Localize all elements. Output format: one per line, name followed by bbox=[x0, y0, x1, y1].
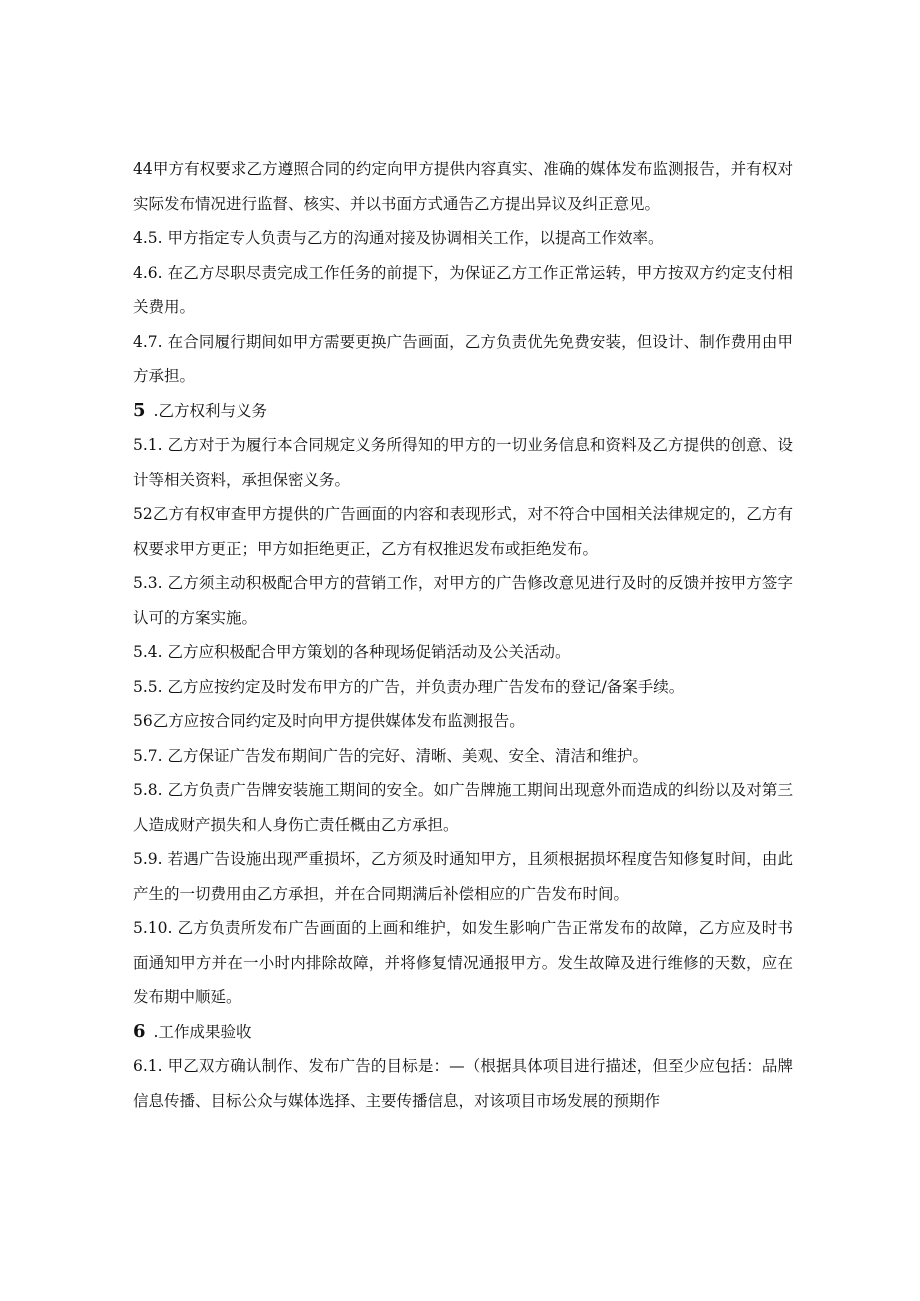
clause-5-3: 5.3. 乙方须主动积极配合甲方的营销工作，对甲方的广告修改意见进行及时的反馈并按甲方签字认可的方案实施。 bbox=[133, 574, 793, 627]
clause-6-1: 6.1. 甲乙双方确认制作、发布广告的目标是：—（根据具体项目进行描述，但至少应包括：品牌信息传播、目标公众与媒体选择、主要传播信息，对该项目市场发展的预期作 bbox=[133, 1057, 793, 1110]
section-heading-5 bbox=[133, 394, 793, 429]
clause-5-4: 5.4. 乙方应积极配合甲方策划的各种现场促销活动及公关活动。 bbox=[133, 643, 571, 661]
clause-4-7: 4.7. 在合同履行期间如甲方需要更换广告画面，乙方负责优先免费安装，但设计、制作费用由甲方承担。 bbox=[133, 332, 793, 385]
clause-4-6: 4.6. 在乙方尽职尽责完成工作任务的前提下，为保证乙方工作正常运转，甲方按双方约定支付相关费用。 bbox=[133, 263, 793, 316]
clause-5-8: 5.8. 乙方负责广告牌安装施工期间的安全。如广告牌施工期间出现意外而造成的纠纷以及对第三人造成财产损失和人身伤亡责任概由乙方承担。 bbox=[133, 781, 793, 834]
document-body bbox=[133, 152, 793, 1118]
clause-4-5: 4.5. 甲方指定专人负责与乙方的沟通对接及协调相关工作，以提高工作效率。 bbox=[133, 229, 664, 247]
section-heading-6 bbox=[133, 1015, 793, 1050]
clause-5-10: 5.10. 乙方负责所发布广告画面的上画和维护，如发生影响广告正常发布的故障，乙方应及时书面通知甲方并在一小时内排除故障，并将修复情况通报甲方。发生故障及进行维修的天数，应在发布期中顺延。 bbox=[133, 919, 793, 1006]
clause-5-7: 5.7. 乙方保证广告发布期间广告的完好、清晰、美观、安全、清洁和维护。 bbox=[133, 746, 649, 765]
clause-5-5: 5.5. 乙方应按约定及时发布甲方的广告，并负责办理广告发布的登记/备案手续。 bbox=[133, 677, 685, 696]
clause-5-6: 56乙方应按合同约定及时向甲方提供媒体发布监测报告。 bbox=[133, 712, 525, 730]
section-title: .乙方权利与义务 bbox=[153, 401, 267, 420]
section-title: .工作成果验收 bbox=[153, 1022, 252, 1041]
clause-5-2: 52乙方有权审查甲方提供的广告画面的内容和表现形式，对不符合中国相关法律规定的，乙方有权要求甲方更正；甲方如拒绝更正，乙方有权推迟发布或拒绝发布。 bbox=[133, 505, 793, 558]
section-number: 6 bbox=[133, 1020, 146, 1042]
clause-5-1: 5.1. 乙方对于为履行本合同规定义务所得知的甲方的一切业务信息和资料及乙方提供的创意、设计等相关资料，承担保密义务。 bbox=[133, 436, 793, 489]
clause-5-9: 5.9. 若遇广告设施出现严重损坏，乙方须及时通知甲方，且须根据损坏程度告知修复时间，由此产生的一切费用由乙方承担，并在合同期满后补偿相应的广告发布时间。 bbox=[133, 850, 793, 903]
clause-4-4: 44甲方有权要求乙方遵照合同的约定向甲方提供内容真实、准确的媒体发布监测报告，并有权对实际发布情况进行监督、核实、并以书面方式通告乙方提出异议及纠正意见。 bbox=[133, 160, 793, 213]
section-number: 5 bbox=[133, 399, 146, 421]
